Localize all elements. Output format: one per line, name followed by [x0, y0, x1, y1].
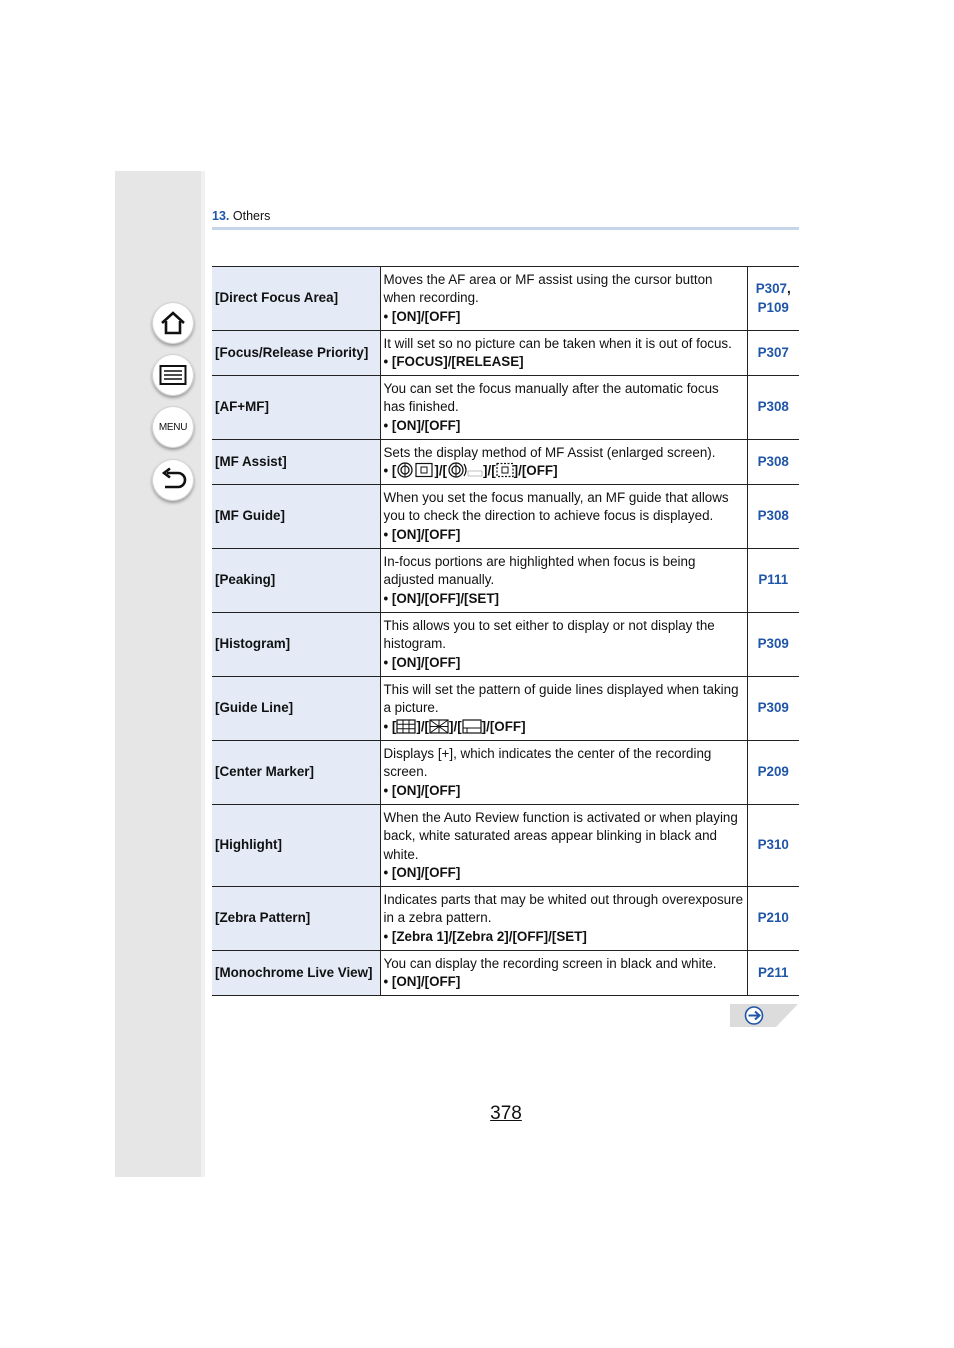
setting-options: • [ON]/[OFF]	[383, 308, 461, 324]
grid-diagonal-icon	[429, 719, 449, 734]
setting-description: You can display the recording screen in black and white. • [ON]/[OFF]	[380, 951, 747, 996]
next-page-arrow-icon	[730, 1004, 798, 1027]
back-arrow-icon	[159, 467, 187, 493]
setting-name: [Guide Line]	[212, 677, 380, 741]
menu-button[interactable]	[152, 406, 194, 448]
page-reference	[747, 741, 799, 805]
page-link[interactable]: P310	[757, 837, 789, 853]
setting-description: Displays [+], which indicates the center of the recording screen. • [ON]/[OFF]	[380, 741, 747, 805]
setting-name: [AF+MF]	[212, 376, 380, 440]
sidebar-edge	[201, 171, 205, 1177]
setting-description: When the Auto Review function is activated or when playing back, white saturated areas appear blinking in black and white. • [ON]/[OFF]	[380, 805, 747, 887]
table-row	[212, 951, 799, 996]
table-row	[212, 887, 799, 951]
page-reference	[747, 331, 799, 376]
next-page-button[interactable]	[730, 1004, 798, 1027]
table-row	[212, 613, 799, 677]
table-row	[212, 677, 799, 741]
setting-options: • [ON]/[OFF]	[383, 417, 461, 433]
chapter-header	[212, 209, 799, 227]
page-reference	[747, 440, 799, 485]
page-link[interactable]: P309	[757, 636, 789, 652]
setting-description: It will set so no picture can be taken when it is out of focus. • [FOCUS]/[RELEASE]	[380, 331, 747, 376]
setting-options: • [ON]/[OFF]	[383, 782, 461, 798]
setting-name: [MF Guide]	[212, 485, 380, 549]
page-reference	[747, 677, 799, 741]
table-row	[212, 549, 799, 613]
page-link[interactable]: P109	[757, 299, 789, 315]
page-link[interactable]: P210	[757, 910, 789, 926]
page-link[interactable]: P211	[757, 964, 789, 980]
setting-name: [Focus/Release Priority]	[212, 331, 380, 376]
home-icon	[159, 310, 187, 336]
setting-name: [Histogram]	[212, 613, 380, 677]
table-row	[212, 440, 799, 485]
setting-name: [Highlight]	[212, 805, 380, 887]
setting-description: Moves the AF area or MF assist using the cursor button when recording. • [ON]/[OFF]	[380, 267, 747, 331]
grid-3x3-icon	[396, 719, 416, 734]
table-row	[212, 805, 799, 887]
setting-name: [Zebra Pattern]	[212, 887, 380, 951]
setting-name: [Direct Focus Area]	[212, 267, 380, 331]
setting-description: This will set the pattern of guide lines displayed when taking a picture. • [ ]/[ ]/[ ]/[OFF]	[380, 677, 747, 741]
setting-name: [Peaking]	[212, 549, 380, 613]
page-link[interactable]: P307	[755, 281, 788, 297]
setting-options: • [Zebra 1]/[Zebra 2]/[OFF]/[SET]	[383, 928, 587, 944]
setting-description: In-focus portions are highlighted when focus is being adjusted manually. • [ON]/[OFF]/[SET]	[380, 549, 747, 613]
setting-options: • [ ]/[ ]/[ ]/[OFF]	[383, 718, 526, 734]
header-rule	[212, 227, 799, 230]
page-reference	[747, 549, 799, 613]
setting-options: • [FOCUS]/[RELEASE]	[383, 354, 524, 369]
list-icon	[159, 364, 187, 386]
page-reference	[747, 485, 799, 549]
page-link[interactable]: P209	[757, 764, 789, 780]
home-button[interactable]	[152, 302, 194, 344]
page-reference	[747, 887, 799, 951]
table-row	[212, 267, 799, 331]
table-row	[212, 331, 799, 376]
page-link[interactable]: P307	[757, 344, 789, 360]
page-reference	[747, 613, 799, 677]
back-button[interactable]	[152, 459, 194, 501]
menu-icon: MENU	[158, 421, 188, 433]
setting-options: • [ON]/[OFF]	[383, 526, 461, 542]
page-link[interactable]: P308	[757, 399, 789, 415]
settings-table	[212, 266, 799, 996]
grid-custom-icon	[462, 719, 482, 734]
chapter-title: Others	[232, 209, 271, 223]
page-reference	[747, 951, 799, 996]
page-link[interactable]: P111	[758, 572, 789, 588]
page-reference	[747, 376, 799, 440]
chapter-number: 13.	[212, 209, 230, 223]
page-number: 378	[490, 1103, 522, 1124]
setting-description: When you set the focus manually, an MF guide that allows you to check the direction to achieve focus is displayed. • [ON]/[OFF]	[380, 485, 747, 549]
page-reference: P307, P109	[747, 267, 799, 331]
setting-options: • [ ]/[ ]/[ ]/[OFF]	[383, 463, 558, 478]
setting-name: [Monochrome Live View]	[212, 951, 380, 996]
setting-options: • [ON]/[OFF]	[383, 864, 461, 880]
setting-options: • [ON]/[OFF]	[383, 654, 461, 670]
setting-options: • [ON]/[OFF]	[383, 974, 461, 989]
setting-description: Indicates parts that may be whited out through overexposure in a zebra pattern. • [Zebra 1]/[Zebra 2]/[OFF]/[SET]	[380, 887, 747, 951]
table-row	[212, 485, 799, 549]
page-link[interactable]: P309	[757, 700, 789, 716]
page-link[interactable]: P308	[757, 453, 789, 469]
page-link[interactable]: P308	[757, 508, 789, 524]
mf-assist-area-icon	[496, 462, 514, 478]
setting-name: [Center Marker]	[212, 741, 380, 805]
mf-assist-focus-ring-icon	[447, 462, 483, 478]
table-row	[212, 741, 799, 805]
contents-button[interactable]	[152, 354, 194, 396]
setting-description: Sets the display method of MF Assist (enlarged screen). • [ ]/[ ]/[ ]/[OFF]	[380, 440, 747, 485]
mf-assist-focus-area-icon	[396, 462, 434, 478]
setting-description: You can set the focus manually after the automatic focus has finished. • [ON]/[OFF]	[380, 376, 747, 440]
table-row	[212, 376, 799, 440]
page-reference	[747, 805, 799, 887]
setting-name: [MF Assist]	[212, 440, 380, 485]
setting-description: This allows you to set either to display or not display the histogram. • [ON]/[OFF]	[380, 613, 747, 677]
setting-options: • [ON]/[OFF]/[SET]	[383, 590, 500, 606]
